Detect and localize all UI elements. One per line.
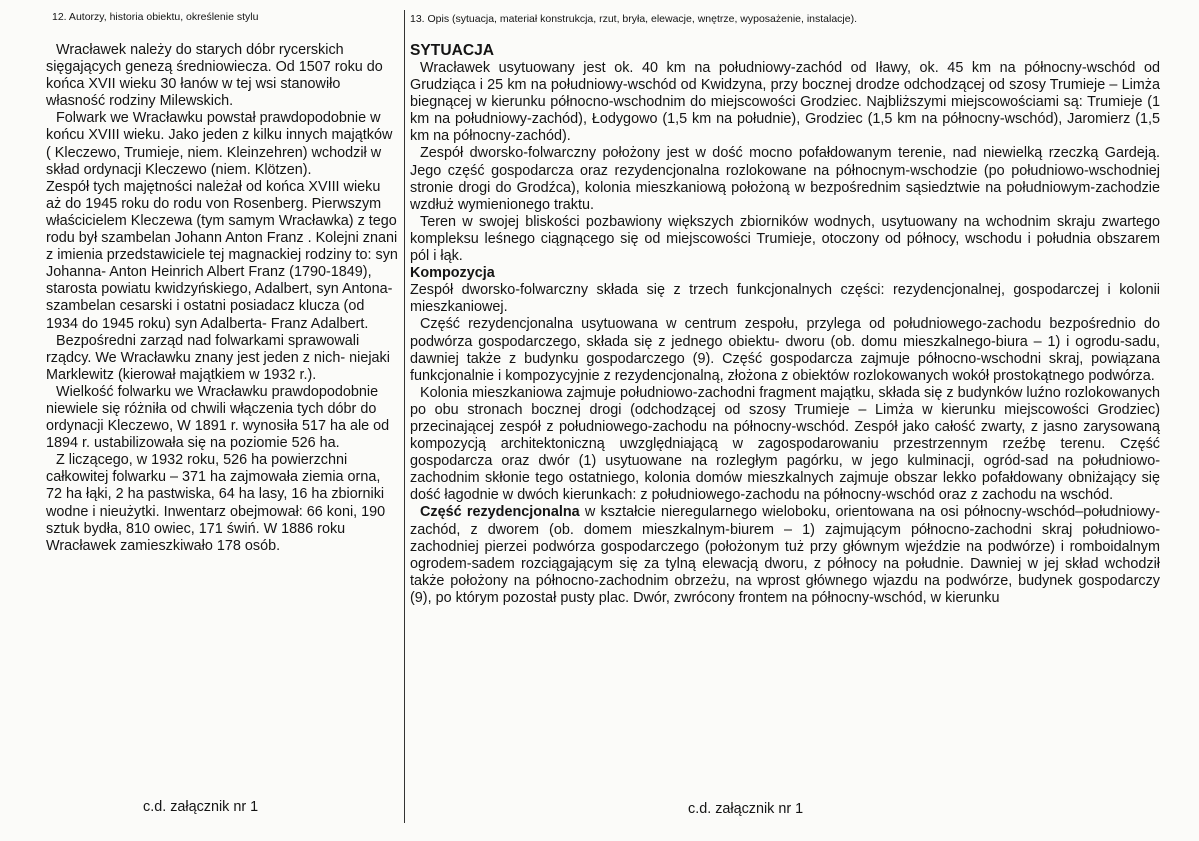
column-divider (404, 10, 405, 823)
history-column (46, 42, 398, 555)
description-paragraph: Teren w swojej bliskości pozbawiony większych zbiorników wodnych, usytuowany na wchodnim skraju zwartego kompleksu leśnego ciągnącego się od miejscowości Trumieje, otoczony od północy, wschodu i południa obszarem pól i łąk. (410, 213, 1160, 265)
description-paragraph-residential (410, 504, 1160, 607)
history-paragraph: Zespół tych majętności należał od końca XVIII wieku aż do 1945 roku do rodu von Rosenberg. Pierwszym właścicielem Kleczewa (tym samym Wracławka) z tego rodu był szambelan Johann Anton Franz . Kolejni znani z imienia przedstawiciele tej magnackiej rodziny to: syn Johanna- Anton Heinrich Albert Franz (1790-1849), starosta powiatu kwidzyńskiego, Adalbert, syn Antona- szambelan cesarski i ostatni posiadacz klucza (od 1934 do 1945 roku) syn Adalberta- Franz Adalbert. (46, 178, 398, 332)
section-heading-sytuacja: SYTUACJA (410, 42, 495, 59)
section-heading-kompozycja: Kompozycja (410, 265, 495, 282)
description-paragraph: Zespół dworsko-folwarczny składa się z trzech funkcjonalnych części: rezydencjonalnej, gospodarczej i kolonii mieszkaniowej. (410, 282, 1160, 316)
description-paragraph: Wracławek usytuowany jest ok. 40 km na południowy-zachód od Iławy, ok. 45 km na północny-wschód od Grudziąca i 25 km na południowy-wschód od Kwidzyna, przy bocznej drodze odchodzącej od szosy Trumieje – Limża biegnącej w kierunku północno-wschodnim do miejscowości Grodziec. Najbliższymi miejscowościami są: Trumieje (1 km na południowy-zachód), Łodygowo (1,5 km na południe), Grodziec (1,5 km na północny-wschód), Jaromierz (1,5 km na północny-zachód). (410, 60, 1160, 145)
paragraph-body: w kształcie nieregularnego wieloboku, orientowana na osi północny-wschód–południowy-zachód, z dworem (ob. domem mieszkalnym-biurem – 1) zajmującym północno-zachodni skraj południowo-zachodniej pierzei podwórza gospodarczego (położonym tuż przy głównym wjeździe na podwórze) i romboidalnym ogrodem-sadem rozciągającym się za tylną elewacją dworu, z północy na południe. Dawniej w jej skład wchodził także położony na północno-zachodnim obrzeżu, na wprost głównego wjazdu na podwórze, budynek gospodarczy (9), po którym pozostał pusty plac. Dwór, zwrócony frontem na północny-wschód, w kierunku (410, 504, 1160, 606)
history-paragraph: Wielkość folwarku we Wracławku prawdopodobnie niewiele się różniła od chwili włączenia tych dóbr do ordynacji Kleczewo, W 1891 r. wynosiła 517 ha ale od 1894 r. ustabilizowała się na poziomie 526 ha. (46, 383, 390, 452)
bold-lead-phrase: Część rezydencjonalna (420, 504, 580, 521)
left-column-header: 12. Autorzy, historia obiektu, określenie stylu (52, 11, 259, 23)
right-footer-note: c.d. załącznik nr 1 (688, 801, 804, 817)
history-paragraph: Wracławek należy do starych dóbr rycerskich sięgających genezą średniowiecza. Od 1507 roku do końca XVII wieku 30 łanów w tej wsi stanowiło własność rodziny Milewskich. (46, 42, 383, 110)
description-paragraph: Część rezydencjonalna usytuowana w centrum zespołu, przylega od południowego-zachodu bezpośrednio do podwórza gospodarczego, składa się z jednego obiektu- dworu (ob. domu mieszkalnego-biura – 1) i ogrodu-sadu, dawniej także z budynku gospodarczego (9). Część gospodarcza zajmuje północno-wschodni skraj, powiązana funkcjonalnie i kompozycyjnie z rezydencjonalną, złożona z obiektów rozlokowanych wokół prostokątnego podwórza. (410, 316, 1160, 384)
left-footer-note: c.d. załącznik nr 1 (143, 799, 259, 815)
description-paragraph: Zespół dworsko-folwarczny położony jest w dość mocno pofałdowanym terenie, nad niewielką rzeczką Gardeją. Jego część gospodarcza oraz rezydencjonalna rozlokowane na północnym-wschodzie (po południowo-wschodniej stronie drogi do Grodźca), kolonia mieszkaniową położoną w bezpośrednim sąsiedztwie na południowym-zachodzie wzdłuż wymienionego traktu. (410, 145, 1160, 213)
history-paragraph: Z liczącego, w 1932 roku, 526 ha powierzchni całkowitej folwarku – 371 ha zajmowała ziemia orna, 72 ha łąki, 2 ha pastwiska, 64 ha lasy, 16 ha zbiorniki wodne i nieużytki. Inwentarz obejmował: 66 koni, 190 sztuk bydła, 810 owiec, 171 świń. W 1886 roku Wracławek zamieszkiwało 178 osób. (46, 452, 386, 554)
description-paragraph: Kolonia mieszkaniowa zajmuje południowo-zachodni fragment majątku, składa się z budynków luźno rozlokowanych po obu stronach bocznej drogi (odchodzącej od szosy Trumieje – Limża w kierunku miejscowości Grodziec) przecinającej zespół z południowego-zachodu na północny-wschód. Zespół jako całość zwarty, z jasno zarysowaną kompozycją architektoniczną uwzględniającą w zagospodarowaniu przestrzennym rzeźbę terenu. Część gospodarcza oraz dwór (1) usytuowane na rozległym pagórku, w jego kulminacji, ogród-sad na południowo-zachodnim skłonie tego ostatniego, kolonia domów mieszkalnych zajmuje obszar lekko pofałdowany obniżający się dość łagodnie w dwóch kierunkach: z południowego-zachodu na północny-wschód oraz z zachodu na wschód. (410, 384, 1160, 504)
history-paragraph: Bezpośredni zarząd nad folwarkami sprawowali rządcy. We Wracławku znany jest jeden z nich- niejaki Marklewitz (kierował majątkiem w 1932 r.). (46, 332, 390, 383)
right-column-header: 13. Opis (sytuacja, materiał konstrukcja, rzut, bryła, elewacje, wnętrze, wyposażenie, instalacje). (410, 13, 858, 25)
description-column (410, 42, 1160, 607)
history-paragraph: Folwark we Wracławku powstał prawdopodobnie w końcu XVIII wieku. Jako jeden z kilku innych majątków ( Kleczewo, Trumieje, niem. Kleinzehren) wchodził w skład ordynacji Kleczewo (niem. Klötzen). (46, 110, 393, 178)
